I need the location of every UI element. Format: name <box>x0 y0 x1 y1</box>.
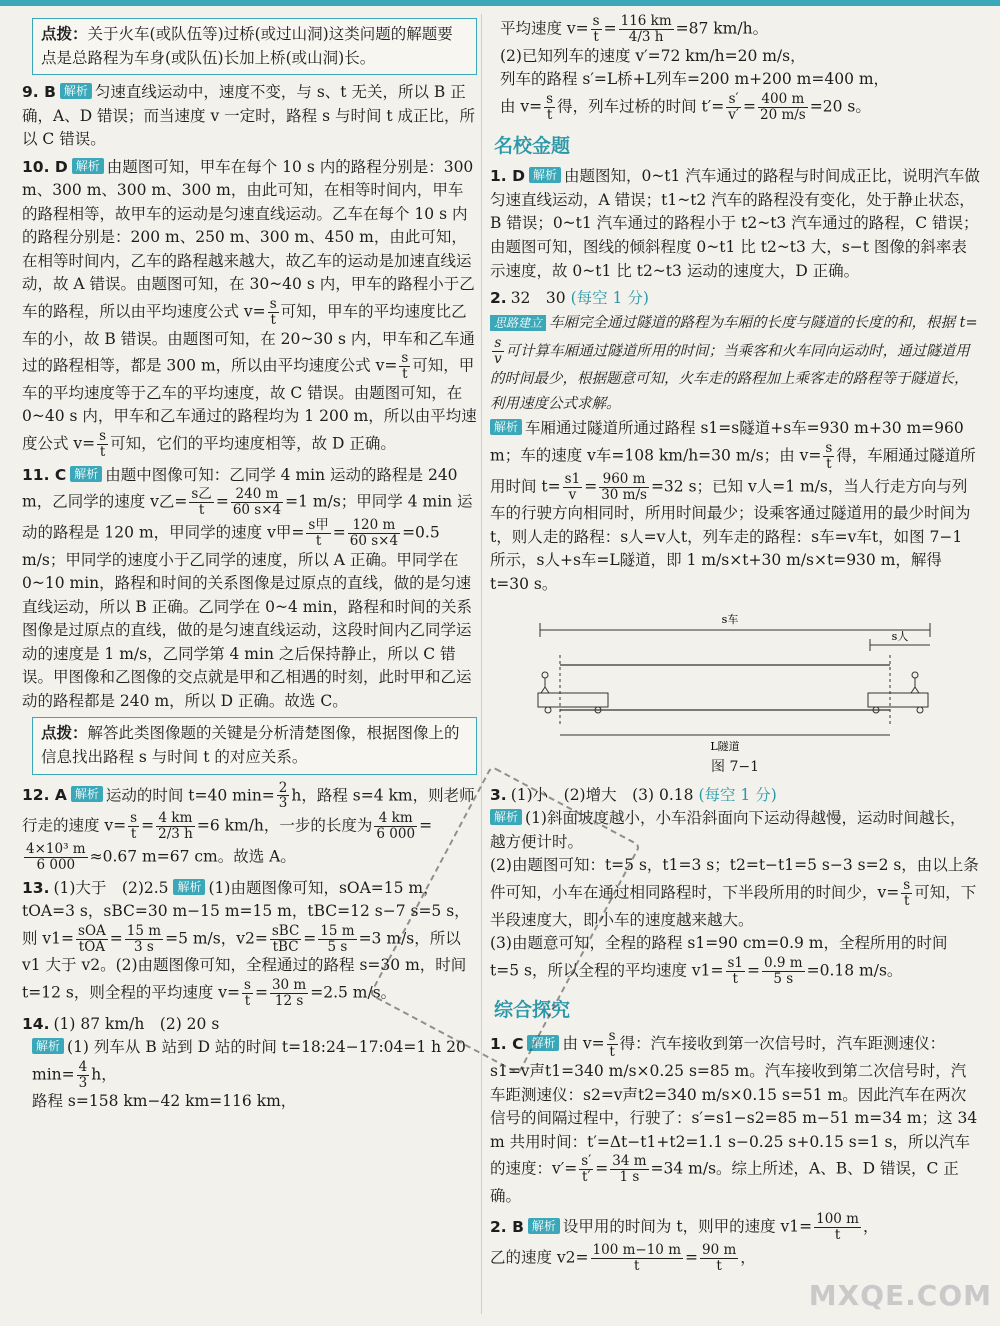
analysis-text: ， <box>740 1248 756 1267</box>
question-10 <box>22 156 477 460</box>
analysis-text: =3 m/s，所以 v1 大于 v2。(2)由题图像可知，全程通过的路程 s=30 m，时间 t=12 s，则全程的平均速度 v= <box>22 929 467 1002</box>
question-r1 <box>490 165 980 283</box>
fraction: $\frac{s}{t}$ <box>903 877 911 909</box>
fraction: $\frac{s}{v}$ <box>494 335 502 367</box>
answer-head: (1)大于 (2)2.5 <box>53 878 169 897</box>
analysis-text: 运动的时间 t=40 min= <box>105 785 275 804</box>
person-right-icon <box>912 672 918 678</box>
fraction: $\frac{s}{t}$ <box>130 810 138 843</box>
answer-body <box>22 1036 477 1114</box>
question-12: 12. A 解析 运动的时间 t=40 min= $\frac{2}{3}$ h，路程 s=4 km，则老师行走的速度 v= $\frac{s}{t}$ = $\frac{4 km}{2/3 h}$ =6 km/h，一步的长度为 $\frac{4 km}{6 000}$ = $\frac{\text{4×10³ m}}{6 000}$ ≈0.67 m=67 cm。故选 A。 <box>22 779 475 873</box>
analysis-text: 乙的速度 v2= <box>490 1248 589 1267</box>
analysis-tag: 解析 <box>527 1035 559 1051</box>
fraction: $\frac{400 m}{20 m/s}$ <box>759 90 806 123</box>
answer-head: 32 30 <box>510 289 566 308</box>
fraction: $\frac{15 m}{3 s}$ <box>126 922 162 955</box>
question-number: 11. C <box>22 465 67 484</box>
analysis-tag: 解析 <box>60 83 92 99</box>
analysis-tag: 解析 <box>529 167 561 183</box>
question-number: 10. D <box>22 157 68 176</box>
q14-continued: 平均速度 v= $\frac{s}{t}$ = $\frac{116 km}{4/3 h}$ =87 km/h。 (2)已知列车的速度 v′=72 km/h=20 m/s， 列车的路程 s′=L桥+L列车=200 m+200 m=400 m， 由 v= $\frac{s}{t}$ 得，列车过桥的时间 t′= $\frac{s'}{v'}$ = $\frac{400 m}{20 m/s}$ =20 s。 <box>500 13 890 123</box>
fraction: $\frac{100 m}{t}$ <box>816 1211 859 1244</box>
car-left <box>538 693 608 707</box>
thinking-text: 可计算车厢通过隧道所用的时间；当乘客和火车同向运动时，通过隧道用的时间最少，根据题意可知，火车走的路程加上乘客走的路程等于隧道长，利用速度公式求解。 <box>490 343 970 413</box>
fraction: $\frac{30 m}{12 s}$ <box>271 976 307 1009</box>
top-border <box>0 0 1000 6</box>
analysis-text: =20 s。 <box>809 97 871 116</box>
fraction: $\frac{90 m}{t}$ <box>702 1242 737 1274</box>
question-14 <box>22 1013 477 1114</box>
figure-7-1 <box>530 605 940 755</box>
column-divider <box>481 14 482 1314</box>
analysis-text: 平均速度 v= <box>500 19 589 38</box>
fraction: $\frac{s}{t}$ <box>244 976 251 1009</box>
analysis-text: ， <box>862 1217 879 1236</box>
analysis-tag: 解析 <box>490 809 522 825</box>
question-number: 12. A <box>22 785 67 804</box>
analysis-text: 可知，下半段速度大，即小车的速度越来越大。 <box>490 883 977 929</box>
analysis-text: 得，车厢通过隧道所用时间 t= <box>490 446 976 496</box>
analysis-text: 可知，它们的平均速度相等，故 D 正确。 <box>110 434 396 453</box>
tunnel-diagram <box>530 605 940 755</box>
fraction: $\frac{s}{t}$ <box>99 428 107 460</box>
fraction: $\frac{\text{sOA}}{\text{tOA}}$ <box>78 922 106 955</box>
tip-text: 关于火车(或队伍等)过桥(或过山洞)这类问题的解题要点是总路程为车身(或队伍)长加上桥(或山洞)长。 <box>41 25 453 67</box>
fraction: $\frac{4 km}{2/3 h}$ <box>158 810 193 843</box>
question-number: 9. B <box>22 83 56 102</box>
tip-text: 解答此类图像题的关键是分析清楚图像，根据图像上的信息找出路程 s 与时间 t 的对应关系。 <box>41 724 460 767</box>
question-number: 14. <box>22 1014 50 1033</box>
analysis-text: 可知，甲车的平均速度比乙车的小，故 B 错误。由题图可知，在 20~30 s 内，甲车和乙车通过的路程相等，都是 300 m，所以由平均速度公式 v= <box>22 302 475 375</box>
tip-label: 点拨： <box>41 25 88 43</box>
score-note: (每空 1 分) <box>570 289 649 308</box>
fraction: $\frac{s}{t}$ <box>825 439 833 472</box>
analysis-tag: 解析 <box>490 419 522 435</box>
fraction: $\frac{4}{3}$ <box>78 1058 88 1091</box>
analysis-text: 路程 s=158 km−42 km=116 km， <box>32 1092 297 1111</box>
analysis-tag: 解析 <box>173 879 205 895</box>
analysis-text: (3)由题意可知，全程的路程 s1=90 cm=0.9 m，全程所用的时间 t=5 s，所以全程的平均速度 v1= <box>490 934 948 980</box>
analysis-text: (2)已知列车的速度 v′=72 km/h=20 m/s， <box>500 46 806 65</box>
analysis-text: h， <box>91 1065 117 1084</box>
fraction: $\frac{120 m}{60 s\times 4}$ <box>349 516 399 549</box>
fraction: $\frac{960 m}{30 m/s}$ <box>601 470 647 503</box>
fraction: $\frac{s1}{t}$ <box>727 954 744 987</box>
question-number: 2. <box>490 289 507 308</box>
analysis-text: =1 m/s；甲同学 4 min 运动的路程是 120 m，甲同学的速度 v甲= <box>22 492 473 542</box>
fraction: $\frac{s}{t}$ <box>592 13 600 45</box>
question-s2: 2. B 解析 设甲用的时间为 t，则甲的速度 v1= $\frac{100 m}{t}$ ， 乙的速度 v2= $\frac{100 m-10 m}{t}$ = $\frac{90 m}{t}$ ， <box>490 1211 879 1274</box>
label-s-car: s车 <box>721 612 739 626</box>
fraction: $\frac{s'}{v'}$ <box>728 90 739 123</box>
question-11 <box>22 464 477 714</box>
question-number: 1. C <box>490 1034 524 1053</box>
fraction: $\frac{15 m}{5 s}$ <box>320 922 355 955</box>
fraction: $\frac{s}{t}$ <box>401 350 409 383</box>
analysis-tag: 解析 <box>71 786 103 802</box>
analysis-text: 车厢通过隧道所通过路程 s1=s隧道+s车=930 m+30 m=960 m；车的速度 v车=108 km/h=30 m/s；由 v= <box>490 419 964 465</box>
tip-box-1 <box>32 18 477 75</box>
analysis-text: =0.5 m/s；甲同学的速度小于乙同学的速度，所以 A 正确。甲同学在 0~10 min，路程和时间的关系图像是过原点的直线，做的是匀速直线运动，所以 B 正确。乙同学在 0~4 min，路程和时间的关系图像是过原点的直线，做的是匀速直线运动，这段时间内乙同学运动的速度是 1 m/s，乙同学第 4 min 之后保持静止，所以 C 错误。甲图像和乙图像的交点就是甲和乙相遇的时刻，此时甲和乙运动的路程都是 240 m，所以 D 正确。故选 C。 <box>22 523 472 710</box>
analysis-tag: 解析 <box>72 158 104 174</box>
fraction: $\frac{\text{4×10³ m}}{6 000}$ <box>26 840 86 873</box>
question-number: 13. <box>22 878 50 897</box>
equals-sign: = <box>332 523 346 542</box>
fraction: $\frac{\text{s甲}}{t}$ <box>308 516 329 549</box>
analysis-text: 可知，甲车的平均速度等于乙车的平均速度，故 C 错误。由题图可知，在 0~40 s 内，甲车和乙车通过的路程均为 1 200 m，所以由平均速度公式 v= <box>22 356 477 453</box>
analysis-tag: 解析 <box>32 1038 64 1054</box>
fraction: $\frac{100 m-10 m}{t}$ <box>592 1242 681 1274</box>
analysis-text: 得：汽车接收到第一次信号时，汽车距测速仪：s1=v声t1=340 m/s×0.25 s=85 m。汽车接收到第二次信号时，汽车距测速仪：s2=v声t2=340 m/s×0.15 s=51 m。因此汽车在两次信号的间隔过程中，行驶了：s′=s1−s2=85 m−51 m=34 m；这 34 m 共用时间：t′=Δt−t1+t2=1.1 s−0.25 s+0.15 s=1 s，所以汽车的速度：v′= <box>490 1034 978 1178</box>
analysis-text: 设甲用的时间为 t，则甲的速度 v1= <box>562 1217 813 1236</box>
question-9 <box>22 81 477 152</box>
thinking-block <box>490 311 980 418</box>
equals-sign: = <box>215 492 229 511</box>
analysis-text: 列车的路程 s′=L桥+L列车=200 m+200 m=400 m， <box>500 70 890 89</box>
analysis-tag: 解析 <box>70 466 102 482</box>
section-title: 名校金题 <box>494 135 571 158</box>
fraction: $\frac{s}{t}$ <box>269 296 277 328</box>
analysis-text: =34 m/s。综上所述，A、B、D 错误，C 正确。 <box>490 1159 959 1205</box>
fraction: $\frac{s1}{v}$ <box>564 470 581 503</box>
question-number: 2. B <box>490 1217 524 1236</box>
fraction: $\frac{4 km}{6 000}$ <box>376 810 416 843</box>
car-right <box>868 693 928 707</box>
analysis-text: (1) 列车从 B 站到 D 站的时间 t=18:24−17:04=1 h 20 min= <box>32 1038 466 1084</box>
fraction: $\frac{s'}{t'}$ <box>581 1153 592 1186</box>
analysis-text: 由题中图像可知：乙同学 4 min 运动的路程是 240 m，乙同学的速度 v乙= <box>22 465 458 511</box>
question-r2: 2. 32 30 (每空 1 分) 思路建立 车厢完全通过隧道的路程为车厢的长度与隧道的长度的和，根据 t= $\frac{s}{v}$ 可计算车厢通过隧道所用的时间；当乘客和火车同向运动时，通过隧道用的时间最少，根据题意可知，火车走的路程加上乘客走的路程等于隧道长，利用速度公式求解。 解析 车厢通过隧道所通过路程 s1=s隧道+s车=930 m+30 m=960 m；车的速度 v车=108 km/h=30 m/s；由 v= $\frac{s}{t}$ 得，车厢通过隧道所用时间 t= $\frac{s1}{v}$ = $\frac{960 m}{30 m/s}$ =32 s；已知 v人=1 m/s，当人行走方向与列车的行驶方向相同时，所用时间最少；设乘客通过隧道用的最少时间为 t，则人走的路程：s人=v人t，列车走的路程：s车=v车t，如图 7−1 所示，s人+s车=L隧道，即 1 m/s×t+30 m/s×t=930 m，解得 t=30 s。 <box>490 287 980 596</box>
analysis-text: =0.18 m/s。 <box>806 961 903 980</box>
analysis-text: =87 km/h。 <box>675 19 769 38</box>
question-number: 1. D <box>490 167 525 186</box>
fraction: $\frac{\text{sBC}}{\text{tBC}}$ <box>271 922 300 955</box>
analysis-text: 由 v= <box>562 1034 605 1053</box>
analysis-text: 由题图可知，甲车在每个 10 s 内的路程分别是：300 m、300 m、300 m、300 m，由此可知，在相等时间内，甲车的路程相等，故甲车的运动是匀速直线运动。乙车在每个 10 s 内的路程分别是：200 m、250 m、300 m、450 m，由此可知，在相等时间内，乙车的路程越来越大，故乙车的运动是加速直线运动，故 A 错误。由题图可知，在 30~40 s 内，甲车的路程 <box>22 157 474 294</box>
analysis-text: =32 s；已知 v人=1 m/s，当人行走方向与列车的行驶方向相同时，所用时间最少；设乘客通过隧道用的最少时间为 t，则人走的路程：s人=v人t，列车走的路程：s车=v车t，如图 7−1 所示，s人+s车=L隧道，即 1 m/s×t+30 m/s×t=930 m，解得 t=30 s。 <box>490 477 971 593</box>
thinking-tag: 思路建立 <box>490 315 546 331</box>
analysis-text: (2)由题图可知：t=5 s，t1=3 s；t2=t−t1=5 s−3 s=2 s，由以上条件可知，小车在通过相同路程时，下半段所用的时间少，v= <box>490 856 979 902</box>
analysis-text: =5 m/s，v2= <box>165 929 268 948</box>
tip-box-2 <box>32 717 477 774</box>
analysis-text: h，路程 s=4 km，则老 <box>291 785 460 804</box>
analysis-text: =6 km/h，一步的长度为 <box>196 816 373 835</box>
label-L-tunnel: L隧道 <box>710 739 740 753</box>
analysis-text: 由 v= <box>500 97 543 116</box>
analysis-text: 得，列车过桥的时间 t′= <box>557 97 725 116</box>
analysis-text: 师行走的速度 v= <box>22 785 475 835</box>
analysis-text: 由题图知，0~t1 汽车通过的路程与时间成正比，说明汽车做匀速直线运动，A 错误；t1~t2 汽车的路程没有变化，处于静止状态，B 错误；0~t1 汽车通过的路程小于 t2~t3 汽车通过的路程，C 错误；由题图可知，图线的倾斜程度 0~t1 比 t2~t3 大，s−t 图像的斜率表示速度，故 0~t1 比 t2~t3 运动的速度大，D 正确。 <box>490 167 980 280</box>
right-column <box>490 14 980 1274</box>
score-note: (每空 1 分) <box>698 785 777 804</box>
thinking-text: 车厢完全通过隧道的路程为车厢的长度与隧道的长度的和，根据 t= <box>549 314 978 331</box>
question-13: 13. (1)大于 (2)2.5 解析 (1)由题图像可知，sOA=15 m，tOA=3 s，sBC=30 m−15 m=15 m，tBC=12 s−7 s=5 s，则 v1= $\frac{\text{sOA}}{\text{tOA}}$ = $\frac{15 m}{3 s}$ =5 m/s，v2= $\frac{\text{sBC}}{\text{tBC}}$ = $\frac{15 m}{5 s}$ =3 m/s，所以 v1 大于 v2。(2)由题图像可知，全程通过的路程 s=30 m，时间 t=12 s，则全程的平均速度 v= $\frac{s}{t}$ = $\frac{30 m}{12 s}$ =2.5 m/s。 <box>22 878 470 1009</box>
fraction: $\frac{0.9 m}{5 s}$ <box>764 954 803 987</box>
analysis-text: (1)由题图像可知，sOA=15 m，tOA=3 s，sBC=30 m−15 m=15 m，tBC=12 s−7 s=5 s，则 v1= <box>22 878 470 948</box>
fraction: $\frac{s}{t}$ <box>546 90 554 123</box>
analysis-text: (1)斜面坡度越小，小车沿斜面向下运动得越慢，运动时间越长，越方便计时。 <box>490 809 966 851</box>
analysis-text: 匀速直线运动中，速度不变，与 s、t 无关，所以 B 正确，A、D 错误；而当速度 v 一定时，路程 s 与时间 t 成正比，所以 C 错误。 <box>22 83 476 149</box>
question-number: 3. <box>490 785 507 804</box>
figure-caption: 图 7−1 <box>711 758 759 775</box>
site-watermark: MXQE.COM <box>808 1279 992 1313</box>
analysis-tag: 解析 <box>528 1218 560 1234</box>
analysis-text: ≈0.67 m=67 cm。故选 A。 <box>89 847 296 866</box>
answer-head: (1)小 (2)增大 (3) 0.18 <box>510 785 694 804</box>
fraction: $\frac{34 m}{1 s}$ <box>612 1153 647 1186</box>
tip-label: 点拨： <box>41 724 88 743</box>
analysis-text: 小于乙车的路程，所以由平均速度公式 v= <box>22 275 475 321</box>
label-s-person: s人 <box>891 629 909 643</box>
fraction: $\frac{240 m}{60 s\times 4}$ <box>232 486 282 519</box>
person-left-icon <box>542 672 548 678</box>
section-title: 综合探究 <box>494 999 571 1022</box>
fraction: $\frac{\text{s乙}}{t}$ <box>191 486 212 519</box>
fraction: $\frac{116 km}{4/3 h}$ <box>620 13 672 45</box>
fraction: $\frac{2}{3}$ <box>278 779 288 812</box>
analysis-text: =2.5 m/s。 <box>310 983 397 1002</box>
question-s1: 1. C 解析 由 v= $\frac{s}{t}$ 得：汽车接收到第一次信号时，汽车距测速仪：s1=v声t1=340 m/s×0.25 s=85 m。汽车接收到第二次信号时，汽车距测速仪：s2=v声t2=340 m/s×0.15 s=51 m。因此汽车在两次信号的间隔过程中，行驶了：s′=s1−s2=85 m−51 m=34 m；这 34 m 共用时间：t′=Δt−t1+t2=1.1 s−0.25 s+0.15 s=1 s，所以汽车的速度：v′= $\frac{s'}{t'}$ = $\frac{34 m}{1 s}$ =34 m/s。综上所述，A、B、D 错误，C 正确。 <box>490 1028 978 1205</box>
answer-head: (1) 87 km/h (2) 20 s <box>53 1014 220 1033</box>
fraction: $\frac{s}{t}$ <box>608 1028 616 1061</box>
question-r3: 3. (1)小 (2)增大 (3) 0.18 (每空 1 分) 解析 (1)斜面坡度越小，小车沿斜面向下运动得越慢，运动时间越长，越方便计时。 (2)由题图可知：t=5 s，t1=3 s；t2=t−t1=5 s−3 s=2 s，由以上条件可知，小车在通过相同路程时，下半段所用的时间少，v= $\frac{s}{t}$ 可知，下半段速度大，即小车的速度越来越大。 (3)由题意可知，全程的路程 s1=90 cm=0.9 m，全程所用的时间 t=5 s，所以全程的平均速度 v1= $\frac{s1}{t}$ = $\frac{0.9 m}{5 s}$ =0.18 m/s。 <box>490 785 979 987</box>
